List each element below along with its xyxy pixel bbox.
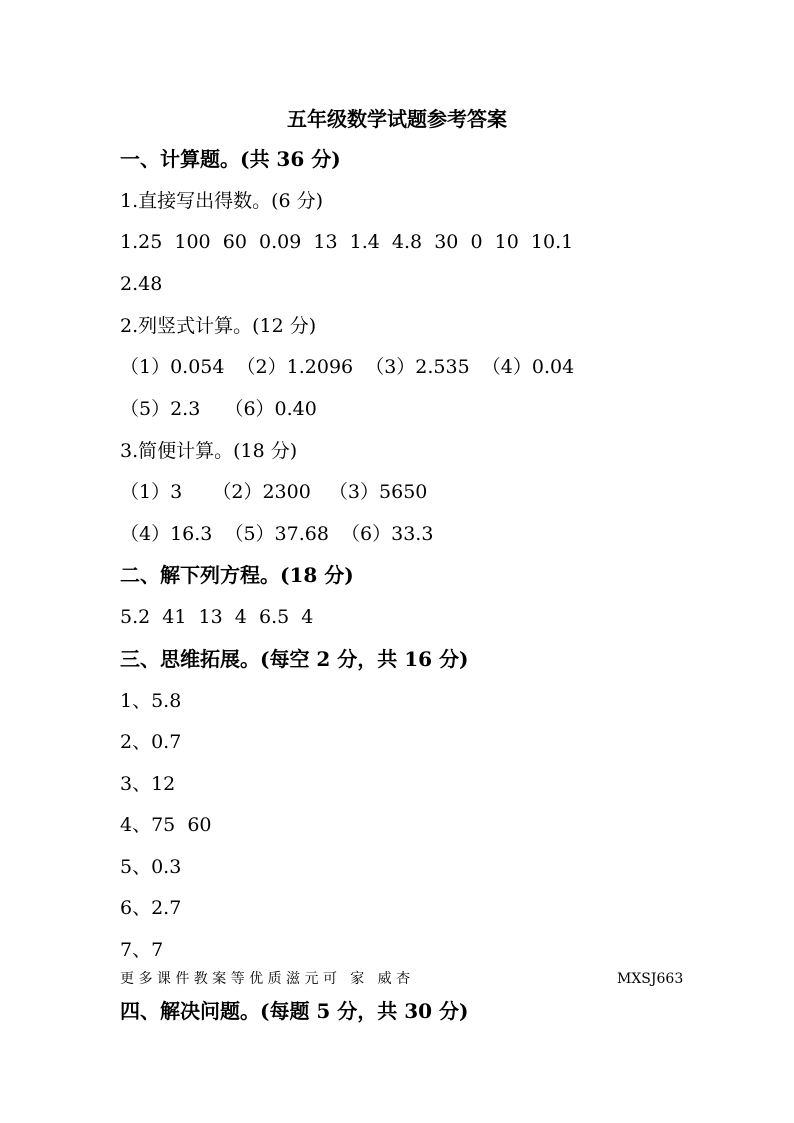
- answer-line: （1）0.054 （2）1.2096 （3）2.535 （4）0.04: [120, 356, 575, 378]
- section-heading-equations: 二、解下列方程。(18 分): [120, 563, 354, 587]
- footer-watermark-text: 更 多 课 件 教 案 等 优 质 滋 元 可 家 威 杏: [120, 971, 411, 987]
- list-item: 5、0.3: [120, 856, 182, 878]
- question-label-direct-write: 1.直接写出得数。(6 分): [120, 190, 324, 212]
- document-title: 五年级数学试题参考答案: [287, 107, 507, 131]
- question-label-vertical-calc: 2.列竖式计算。(12 分): [120, 315, 317, 337]
- answer-line: （4）16.3 （5）37.68 （6）33.3: [120, 523, 434, 545]
- answer-line: 5.2 41 13 4 6.5 4: [120, 606, 314, 628]
- footer-code: MXSJ663: [617, 971, 684, 987]
- answer-line: 1.25 100 60 0.09 13 1.4 4.8 30 0 10 10.1: [120, 231, 574, 253]
- list-item: 1、5.8: [120, 690, 182, 712]
- section-heading-calculation: 一、计算题。(共 36 分): [120, 147, 341, 171]
- section-heading-thinking: 三、思维拓展。(每空 2 分，共 16 分): [120, 647, 469, 671]
- list-item: 3、12: [120, 773, 176, 795]
- section-heading-problems: 四、解决问题。(每题 5 分，共 30 分): [120, 999, 469, 1023]
- question-label-simple-calc: 3.简便计算。(18 分): [120, 440, 298, 462]
- list-item: 4、75 60: [120, 814, 212, 836]
- answer-line: 2.48: [120, 273, 163, 295]
- answer-line: （1）3 （2）2300 （3）5650: [120, 481, 428, 503]
- list-item: 2、0.7: [120, 731, 182, 753]
- answer-line: （5）2.3 （6）0.40: [120, 398, 317, 420]
- list-item: 6、2.7: [120, 897, 182, 919]
- list-item: 7、7: [120, 939, 164, 961]
